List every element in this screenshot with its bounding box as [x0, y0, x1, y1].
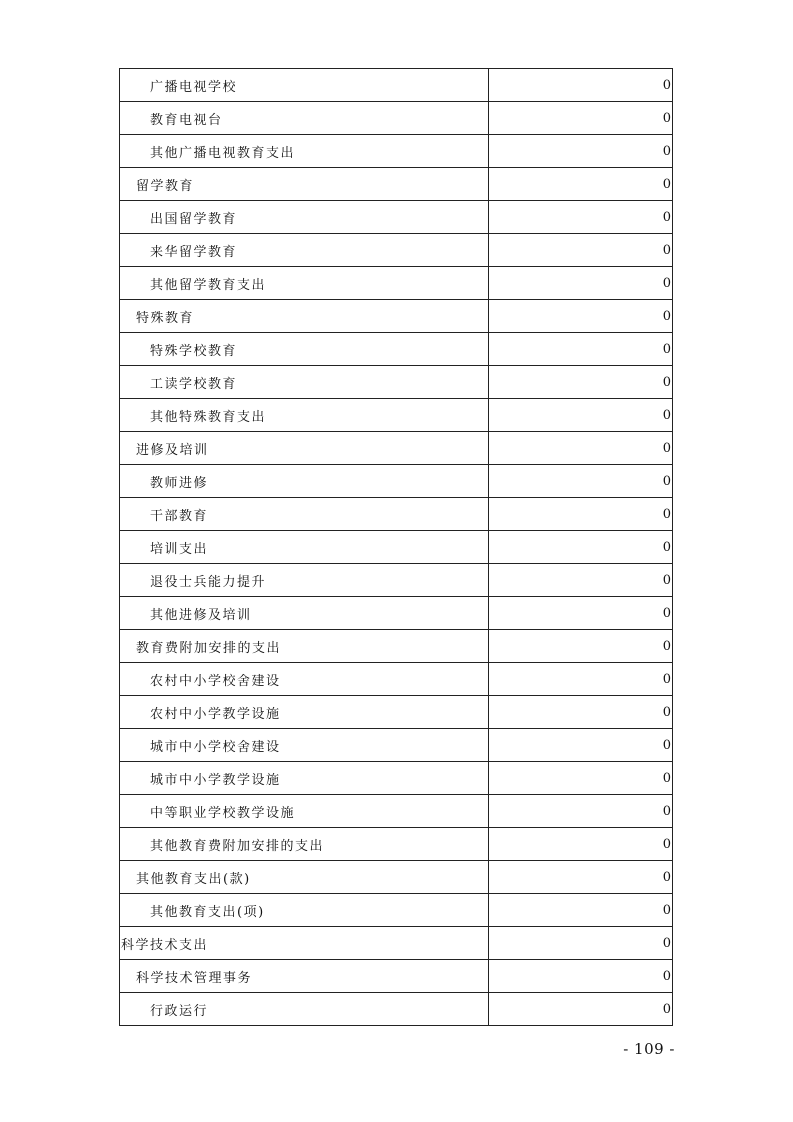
- table-row: [120, 729, 673, 762]
- table-row: [120, 894, 673, 927]
- table-row: [120, 630, 673, 663]
- item-name-cell: 留学教育: [120, 168, 489, 201]
- item-name-cell: 培训支出: [120, 531, 489, 564]
- item-value-cell: 0: [489, 135, 673, 168]
- item-name-cell: 干部教育: [120, 498, 489, 531]
- item-value-cell: 0: [489, 366, 673, 399]
- item-name-cell: 科学技术管理事务: [120, 960, 489, 993]
- item-name-cell: 中等职业学校教学设施: [120, 795, 489, 828]
- item-value-cell: 0: [489, 432, 673, 465]
- item-name-cell: 其他教育支出(款): [120, 861, 489, 894]
- table-row: [120, 432, 673, 465]
- item-value-cell: 0: [489, 597, 673, 630]
- item-value-cell: 0: [489, 762, 673, 795]
- item-value-cell: 0: [489, 795, 673, 828]
- item-name-cell: 城市中小学校舍建设: [120, 729, 489, 762]
- item-name-cell: 来华留学教育: [120, 234, 489, 267]
- table-row: [120, 234, 673, 267]
- table-row: [120, 366, 673, 399]
- budget-table: [119, 68, 673, 1026]
- table-row: [120, 663, 673, 696]
- item-value-cell: 0: [489, 531, 673, 564]
- table-row: [120, 69, 673, 102]
- table-row: [120, 927, 673, 960]
- item-name-cell: 教师进修: [120, 465, 489, 498]
- item-value-cell: 0: [489, 498, 673, 531]
- item-name-cell: 退役士兵能力提升: [120, 564, 489, 597]
- table-row: [120, 300, 673, 333]
- table-row: [120, 102, 673, 135]
- table-row: [120, 795, 673, 828]
- table-row: [120, 960, 673, 993]
- item-name-cell: 广播电视学校: [120, 69, 489, 102]
- item-name-cell: 出国留学教育: [120, 201, 489, 234]
- item-name-cell: 教育费附加安排的支出: [120, 630, 489, 663]
- item-value-cell: 0: [489, 960, 673, 993]
- item-value-cell: 0: [489, 234, 673, 267]
- table-row: [120, 168, 673, 201]
- table-row: [120, 828, 673, 861]
- item-name-cell: 行政运行: [120, 993, 489, 1026]
- table-row: [120, 993, 673, 1026]
- table-row: [120, 465, 673, 498]
- item-name-cell: 进修及培训: [120, 432, 489, 465]
- item-name-cell: 其他特殊教育支出: [120, 399, 489, 432]
- table-row: [120, 267, 673, 300]
- item-name-cell: 农村中小学教学设施: [120, 696, 489, 729]
- item-name-cell: 其他进修及培训: [120, 597, 489, 630]
- item-name-cell: 特殊学校教育: [120, 333, 489, 366]
- table-row: [120, 399, 673, 432]
- item-value-cell: 0: [489, 564, 673, 597]
- table-row: [120, 861, 673, 894]
- item-value-cell: 0: [489, 927, 673, 960]
- item-name-cell: 科学技术支出: [120, 927, 489, 960]
- item-name-cell: 教育电视台: [120, 102, 489, 135]
- table-row: [120, 531, 673, 564]
- table-row: [120, 333, 673, 366]
- item-value-cell: 0: [489, 729, 673, 762]
- item-value-cell: 0: [489, 333, 673, 366]
- item-value-cell: 0: [489, 861, 673, 894]
- item-value-cell: 0: [489, 168, 673, 201]
- item-value-cell: 0: [489, 663, 673, 696]
- item-value-cell: 0: [489, 69, 673, 102]
- budget-table-body: [120, 69, 673, 1026]
- table-row: [120, 564, 673, 597]
- item-name-cell: 其他留学教育支出: [120, 267, 489, 300]
- page-number: - 109 -: [623, 1040, 675, 1058]
- item-value-cell: 0: [489, 201, 673, 234]
- item-name-cell: 城市中小学教学设施: [120, 762, 489, 795]
- table-row: [120, 498, 673, 531]
- item-name-cell: 特殊教育: [120, 300, 489, 333]
- item-value-cell: 0: [489, 465, 673, 498]
- table-row: [120, 696, 673, 729]
- item-value-cell: 0: [489, 102, 673, 135]
- item-value-cell: 0: [489, 399, 673, 432]
- item-value-cell: 0: [489, 993, 673, 1026]
- table-row: [120, 135, 673, 168]
- item-value-cell: 0: [489, 630, 673, 663]
- item-value-cell: 0: [489, 696, 673, 729]
- table-row: [120, 762, 673, 795]
- item-name-cell: 其他广播电视教育支出: [120, 135, 489, 168]
- table-row: [120, 597, 673, 630]
- table-row: [120, 201, 673, 234]
- item-value-cell: 0: [489, 828, 673, 861]
- item-value-cell: 0: [489, 267, 673, 300]
- item-name-cell: 农村中小学校舍建设: [120, 663, 489, 696]
- item-name-cell: 其他教育支出(项): [120, 894, 489, 927]
- item-name-cell: 其他教育费附加安排的支出: [120, 828, 489, 861]
- item-value-cell: 0: [489, 300, 673, 333]
- item-name-cell: 工读学校教育: [120, 366, 489, 399]
- item-value-cell: 0: [489, 894, 673, 927]
